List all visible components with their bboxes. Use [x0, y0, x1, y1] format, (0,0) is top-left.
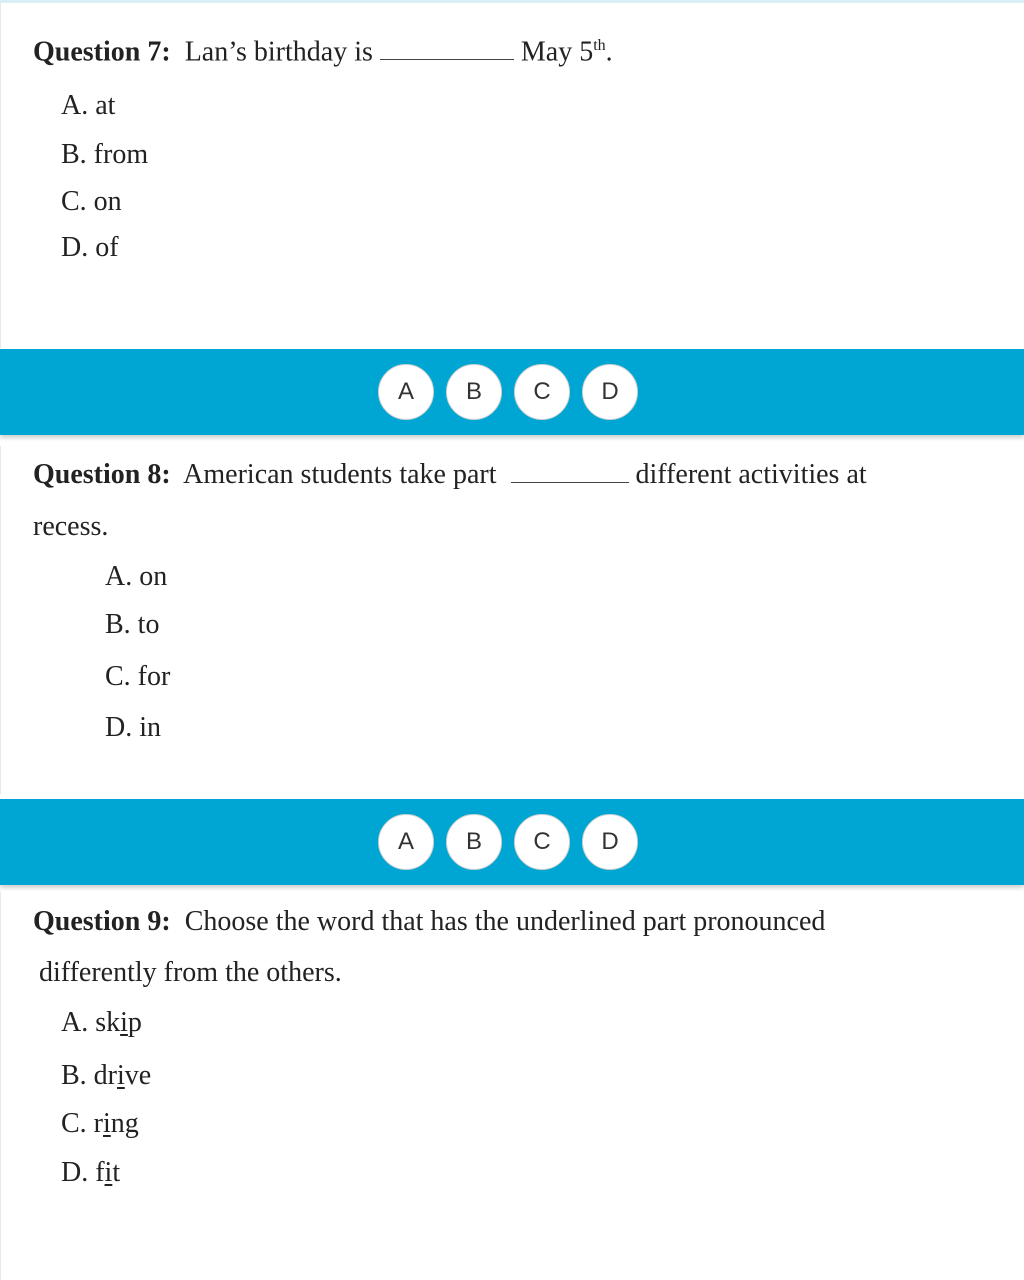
answer-button-c[interactable]: C	[514, 814, 570, 870]
question-9-option-a: A. skip	[61, 1007, 142, 1038]
question-8-card	[0, 446, 1024, 794]
answer-button-a[interactable]: A	[378, 364, 434, 420]
answer-bar-q7	[0, 349, 1024, 435]
answer-button-d[interactable]: D	[582, 364, 638, 420]
question-7-label: Question 7:	[33, 36, 171, 68]
answer-blank	[511, 458, 629, 483]
question-8-text-line2: recess.	[33, 511, 109, 542]
answer-button-c[interactable]: C	[514, 364, 570, 420]
answer-bar-q8	[0, 799, 1024, 885]
answer-button-b[interactable]: B	[446, 364, 502, 420]
answer-button-d[interactable]: D	[582, 814, 638, 870]
question-8-option-d: D. in	[105, 712, 161, 743]
question-8-option-a: A. on	[105, 561, 168, 592]
question-7-text: Question 7: Lan’s birthday is May 5th.	[33, 36, 613, 68]
answer-button-b[interactable]: B	[446, 814, 502, 870]
question-9-text: Question 9: Choose the word that has the underlined part pronounced	[33, 906, 826, 937]
question-8-label: Question 8:	[33, 459, 171, 490]
question-9-text-line2: differently from the others.	[39, 957, 342, 988]
answer-blank	[380, 35, 514, 60]
question-7-option-d: D. of	[61, 232, 119, 263]
question-8-option-b: B. to	[105, 609, 160, 640]
question-7-option-a: A. at	[61, 90, 116, 121]
question-7-card	[0, 3, 1024, 348]
question-7-option-b: B. from	[61, 139, 149, 170]
question-9-option-b: B. drive	[61, 1060, 152, 1091]
question-9-label: Question 9:	[33, 906, 171, 937]
answer-button-a[interactable]: A	[378, 814, 434, 870]
question-9-option-c: C. ring	[61, 1108, 139, 1139]
question-7-option-c: C. on	[61, 186, 122, 217]
question-8-text: Question 8: American students take part different activities at	[33, 459, 867, 490]
question-9-card	[0, 892, 1024, 1280]
question-9-option-d: D. fit	[61, 1157, 121, 1188]
question-8-option-c: C. for	[105, 661, 171, 692]
